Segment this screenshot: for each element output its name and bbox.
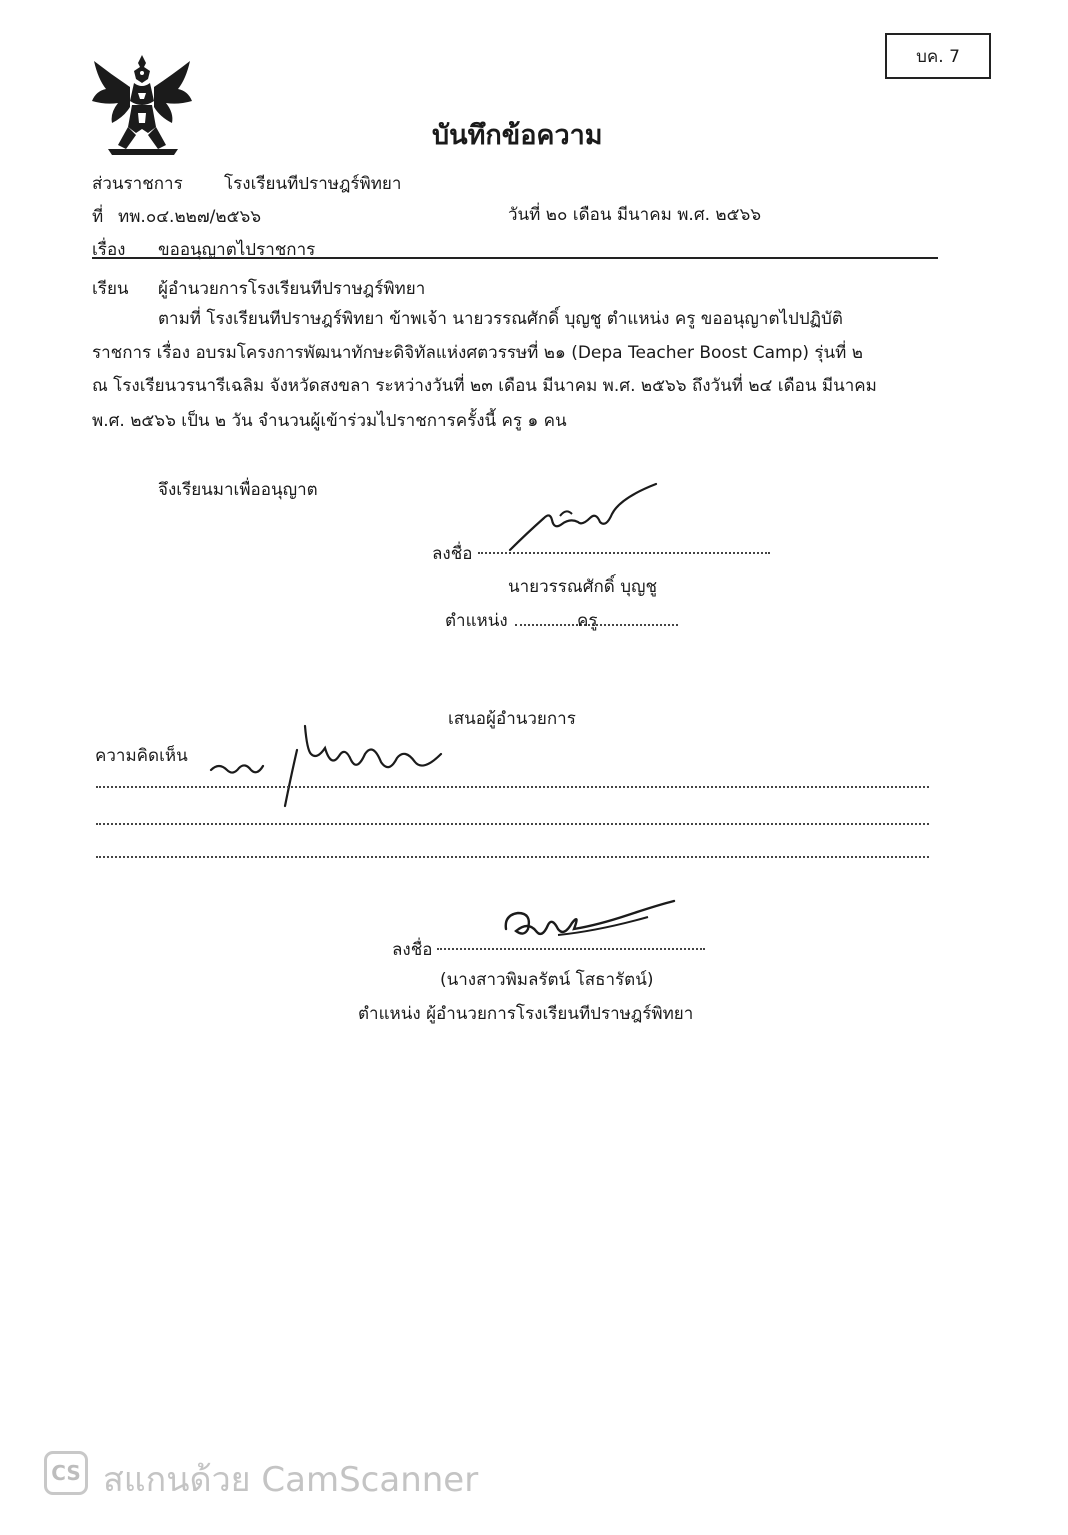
requester-position-value: ครู	[577, 611, 598, 631]
body-line: ราชการ เรื่อง อบรมโครงการพัฒนาทักษะดิจิทัลแห่งศตวรรษที่ ๒๑ (Depa Teacher Boost Camp) รุ่นที่ ๒	[92, 343, 863, 363]
subject-label: เรื่อง	[92, 240, 126, 260]
director-name: (นางสาวพิมลรัตน์ โสธารัตน์)	[440, 970, 654, 990]
header-rule	[92, 257, 938, 259]
camscanner-logo-icon	[44, 1451, 88, 1495]
opinion-label: ความคิดเห็น	[95, 746, 188, 766]
opinion-line	[96, 786, 929, 788]
requester-sign-line	[478, 552, 770, 554]
requester-sign-label: ลงชื่อ	[432, 544, 473, 564]
salutation-label: เรียน	[92, 279, 129, 299]
closing-text: จึงเรียนมาเพื่ออนุญาต	[158, 480, 318, 500]
salutation-value: ผู้อำนวยการโรงเรียนทีปราษฎร์พิทยา	[158, 279, 426, 299]
body-line: ณ โรงเรียนวรนารีเฉลิม จังหวัดสงขลา ระหว่างวันที่ ๒๓ เดือน มีนาคม พ.ศ. ๒๕๖๖ ถึงวันที่ ๒๔ เดือน มีนาคม	[92, 376, 877, 396]
ref-label: ที่	[92, 207, 104, 227]
opinion-handwriting	[205, 720, 455, 810]
agency-value: โรงเรียนทีปราษฎร์พิทยา	[224, 174, 402, 194]
form-code-box	[885, 33, 991, 79]
opinion-line	[96, 856, 929, 858]
requester-position-label: ตำแหน่ง	[445, 611, 508, 631]
propose-to-text: เสนอผู้อำนวยการ	[448, 709, 576, 729]
garuda-emblem-icon	[88, 53, 196, 157]
ref-value: ทพ.๐๔.๒๒๗/๒๕๖๖	[118, 207, 262, 227]
document-title: บันทึกข้อความ	[432, 120, 603, 151]
opinion-line	[96, 823, 929, 825]
subject-value: ขออนุญาตไปราชการ	[158, 240, 316, 260]
director-sign-line	[437, 948, 705, 950]
director-sign-label: ลงชื่อ	[392, 940, 433, 960]
body-line: ตามที่ โรงเรียนทีปราษฎร์พิทยา ข้าพเจ้า นายวรรณศักดิ์ บุญชู ตำแหน่ง ครู ขออนุญาตไปปฏิบัติ	[158, 309, 843, 329]
camscanner-watermark: สแกนด้วย CamScanner	[103, 1460, 479, 1500]
body-line: พ.ศ. ๒๕๖๖ เป็น ๒ วัน จำนวนผู้เข้าร่วมไปราชการครั้งนี้ ครู ๑ คน	[92, 411, 567, 431]
director-position: ตำแหน่ง ผู้อำนวยการโรงเรียนทีปราษฎร์พิทยา	[358, 1004, 694, 1024]
agency-label: ส่วนราชการ	[92, 174, 183, 194]
form-code: บค. 7	[916, 46, 960, 67]
requester-name: นายวรรณศักดิ์ บุญชู	[508, 577, 658, 597]
document-date: วันที่ ๒๐ เดือน มีนาคม พ.ศ. ๒๕๖๖	[508, 205, 762, 225]
requester-signature	[500, 478, 670, 558]
director-signature	[498, 895, 688, 945]
camscanner-logo-text: CS	[51, 1461, 81, 1485]
